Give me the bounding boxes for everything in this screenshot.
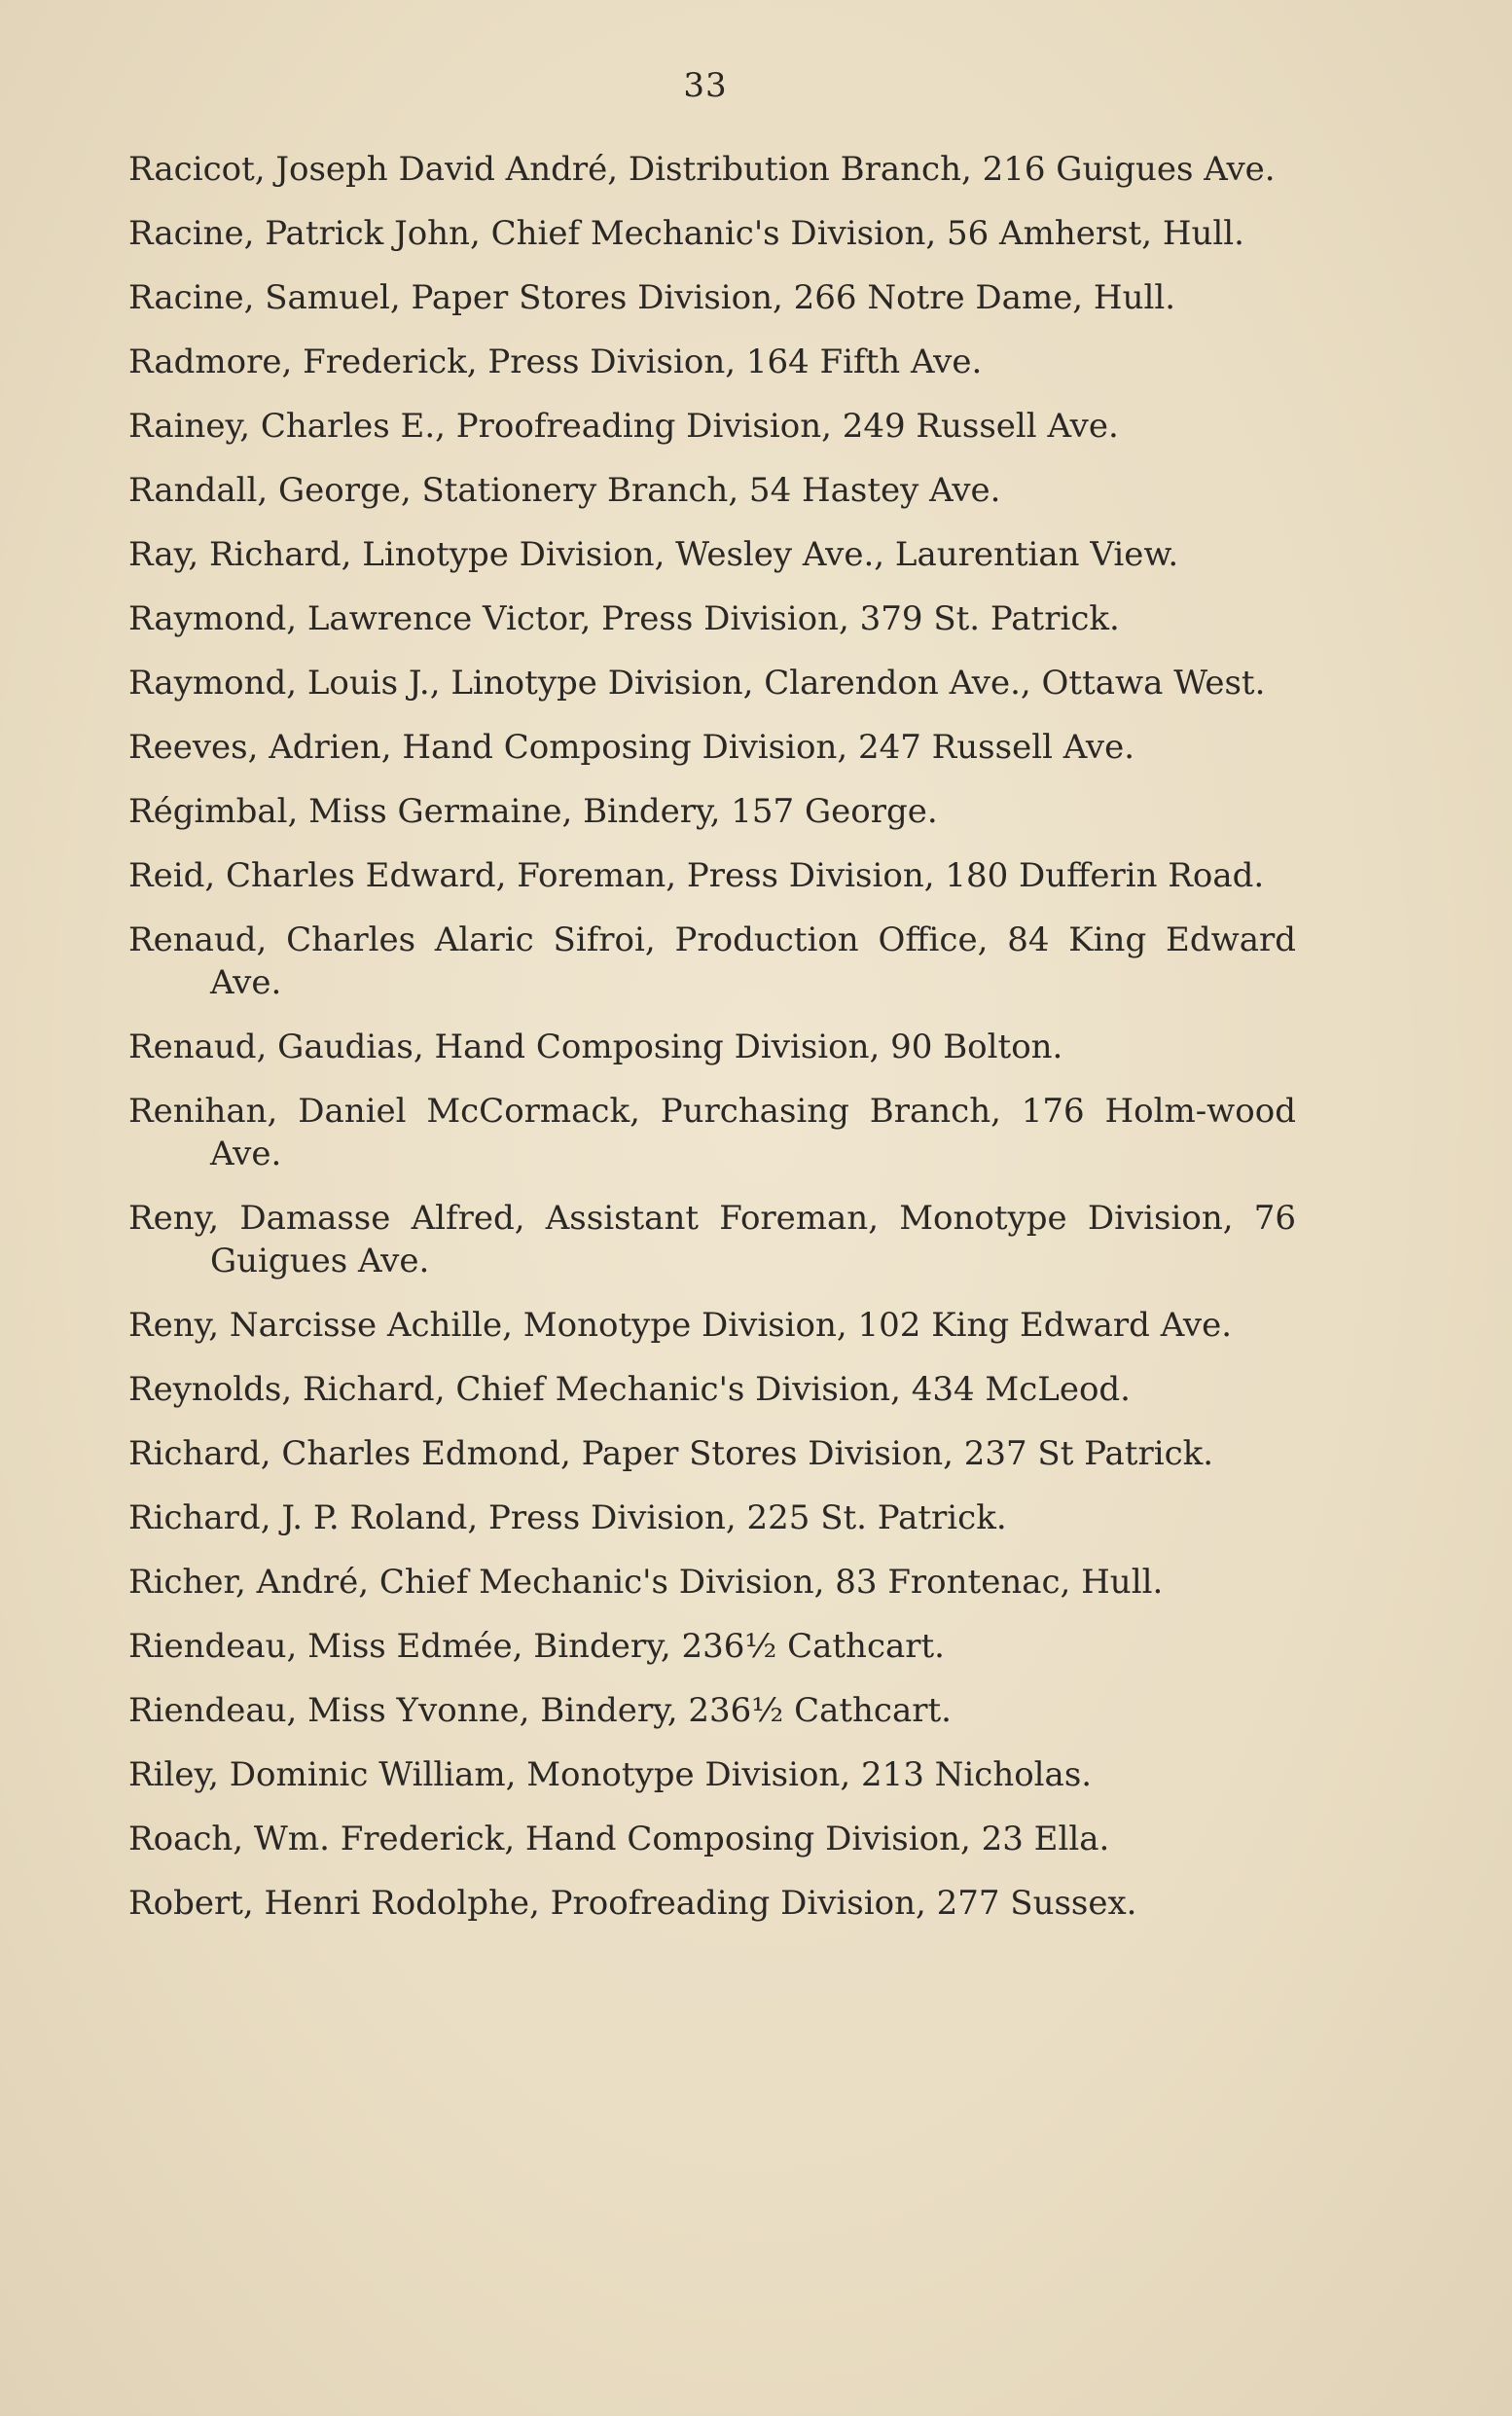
directory-entry: Riley, Dominic William, Monotype Division, 213 Nicholas. — [128, 1755, 1093, 1794]
directory-entry: Robert, Henri Rodolphe, Proofreading Division, 277 Sussex. — [128, 1884, 1137, 1923]
directory-entry: Racicot, Joseph David André, Distribution Branch, 216 Guigues Ave. — [128, 150, 1276, 189]
directory-entry: Renaud, Charles Alaric Sifroi, Production Office, 84 King Edward Ave. — [128, 920, 1296, 1002]
directory-entry: Reny, Narcisse Achille, Monotype Division, 102 King Edward Ave. — [128, 1306, 1233, 1345]
directory-entry: Reid, Charles Edward, Foreman, Press Division, 180 Dufferin Road. — [128, 856, 1265, 895]
directory-entry: Raymond, Lawrence Victor, Press Division, 379 St. Patrick. — [128, 599, 1120, 638]
directory-entry: Racine, Patrick John, Chief Mechanic's Division, 56 Amherst, Hull. — [128, 214, 1244, 253]
directory-list — [128, 148, 1296, 1946]
directory-entry: Riendeau, Miss Edmée, Bindery, 236½ Cathcart. — [128, 1627, 945, 1666]
directory-entry: Randall, George, Stationery Branch, 54 Hastey Ave. — [128, 471, 1001, 510]
directory-entry: Ray, Richard, Linotype Division, Wesley Ave., Laurentian View. — [128, 535, 1179, 574]
directory-entry: Roach, Wm. Frederick, Hand Composing Division, 23 Ella. — [128, 1820, 1110, 1858]
directory-entry: Reynolds, Richard, Chief Mechanic's Division, 434 McLeod. — [128, 1370, 1131, 1409]
directory-entry: Riendeau, Miss Yvonne, Bindery, 236½ Cathcart. — [128, 1691, 952, 1730]
directory-entry: Renaud, Gaudias, Hand Composing Division, 90 Bolton. — [128, 1028, 1063, 1066]
directory-entry: Richard, J. P. Roland, Press Division, 225 St. Patrick. — [128, 1498, 1007, 1537]
directory-entry: Reny, Damasse Alfred, Assistant Foreman, Monotype Division, 76 Guigues Ave. — [128, 1199, 1296, 1280]
directory-entry: Reeves, Adrien, Hand Composing Division, 247 Russell Ave. — [128, 728, 1135, 767]
directory-entry: Régimbal, Miss Germaine, Bindery, 157 George. — [128, 792, 938, 831]
page-number: 33 — [683, 66, 728, 105]
directory-entry: Richard, Charles Edmond, Paper Stores Division, 237 St Patrick. — [128, 1434, 1214, 1473]
directory-entry: Racine, Samuel, Paper Stores Division, 266 Notre Dame, Hull. — [128, 278, 1176, 317]
directory-entry: Radmore, Frederick, Press Division, 164 Fifth Ave. — [128, 343, 983, 381]
directory-entry: Richer, André, Chief Mechanic's Division, 83 Frontenac, Hull. — [128, 1563, 1164, 1602]
directory-entry: Rainey, Charles E., Proofreading Division, 249 Russell Ave. — [128, 407, 1119, 446]
directory-entry: Renihan, Daniel McCormack, Purchasing Branch, 176 Holm-wood Ave. — [128, 1092, 1296, 1173]
directory-entry: Raymond, Louis J., Linotype Division, Clarendon Ave., Ottawa West. — [128, 664, 1266, 703]
